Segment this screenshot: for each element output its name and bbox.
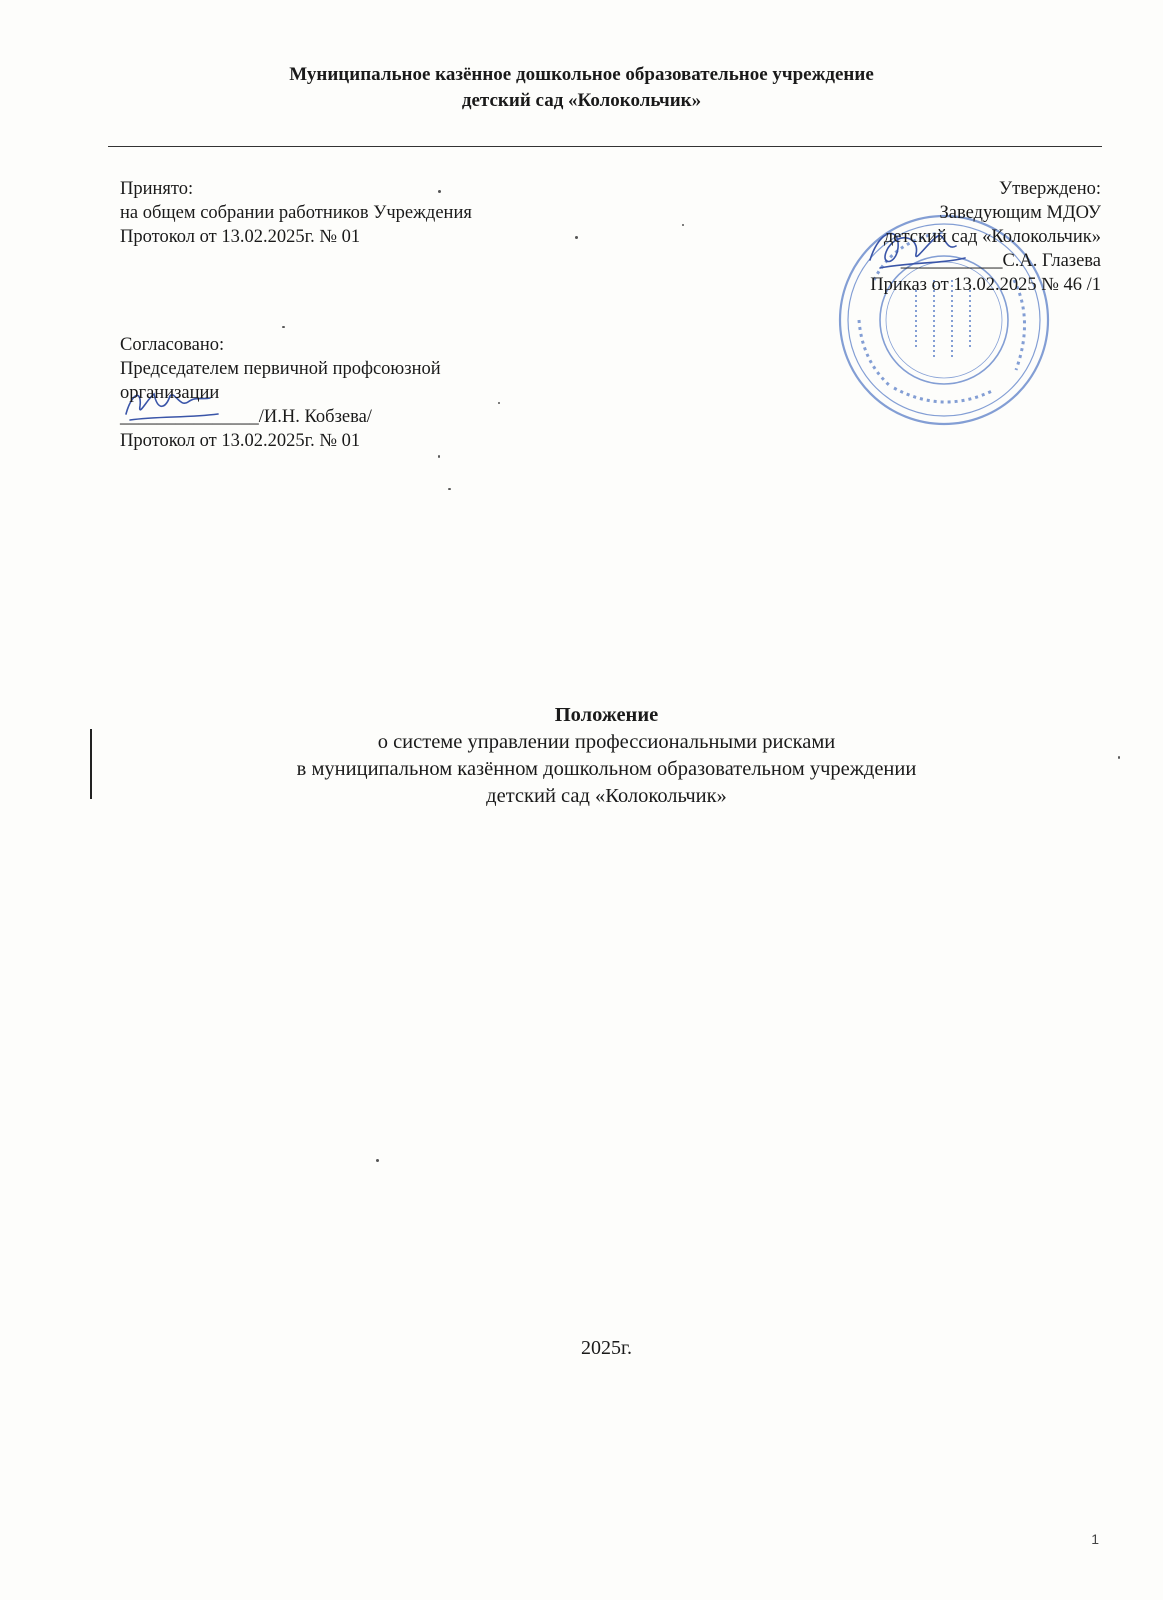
agreed-block xyxy=(120,333,441,453)
approved-block xyxy=(870,177,1101,297)
page-number: 1 xyxy=(1091,1531,1099,1547)
scan-speck xyxy=(1118,756,1120,759)
scan-speck xyxy=(575,236,578,239)
header-divider xyxy=(108,146,1102,147)
document-type: Положение xyxy=(554,704,659,726)
accepted-block xyxy=(120,177,472,249)
approved-order: Приказ от 13.02.2025 № 46 /1 xyxy=(870,275,1101,295)
institution-header xyxy=(0,62,1163,114)
agreed-position-line2: организации xyxy=(120,383,220,403)
accepted-label: Принято: xyxy=(120,179,194,199)
scan-speck xyxy=(682,224,684,226)
scan-speck xyxy=(438,190,441,193)
document-year: 2025г. xyxy=(581,1337,632,1359)
scan-speck xyxy=(438,455,440,458)
document-title-line3: детский сад «Колокольчик» xyxy=(486,785,727,807)
scan-speck xyxy=(376,1159,379,1162)
approved-signature-line: ___________С.А. Глазева xyxy=(900,251,1101,271)
scan-speck xyxy=(282,326,285,328)
agreed-protocol: Протокол от 13.02.2025г. № 01 xyxy=(120,431,361,451)
accepted-meeting: на общем собрании работников Учреждения xyxy=(120,203,472,223)
agreed-position-line1: Председателем первичной профсоюзной xyxy=(120,359,441,379)
institution-name-line2: детский сад «Колокольчик» xyxy=(461,90,702,111)
document-title-line1: о системе управлении профессиональными рисками xyxy=(377,731,836,753)
accepted-protocol: Протокол от 13.02.2025г. № 01 xyxy=(120,227,361,247)
approved-label: Утверждено: xyxy=(999,179,1101,199)
approved-position: Заведующим МДОУ xyxy=(939,203,1101,223)
document-title-line2: в муниципальном казённом дошкольном образовательном учреждении xyxy=(296,758,917,780)
institution-name-line1: Муниципальное казённое дошкольное образовательное учреждение xyxy=(289,64,874,85)
agreed-label: Согласовано: xyxy=(120,335,225,355)
scan-speck xyxy=(448,488,451,490)
approved-organization: детский сад «Колокольчик» xyxy=(883,227,1101,247)
scan-speck xyxy=(498,402,500,404)
agreed-signature-line: _______________/И.Н. Кобзева/ xyxy=(120,407,372,427)
document-title-block xyxy=(0,702,1163,810)
